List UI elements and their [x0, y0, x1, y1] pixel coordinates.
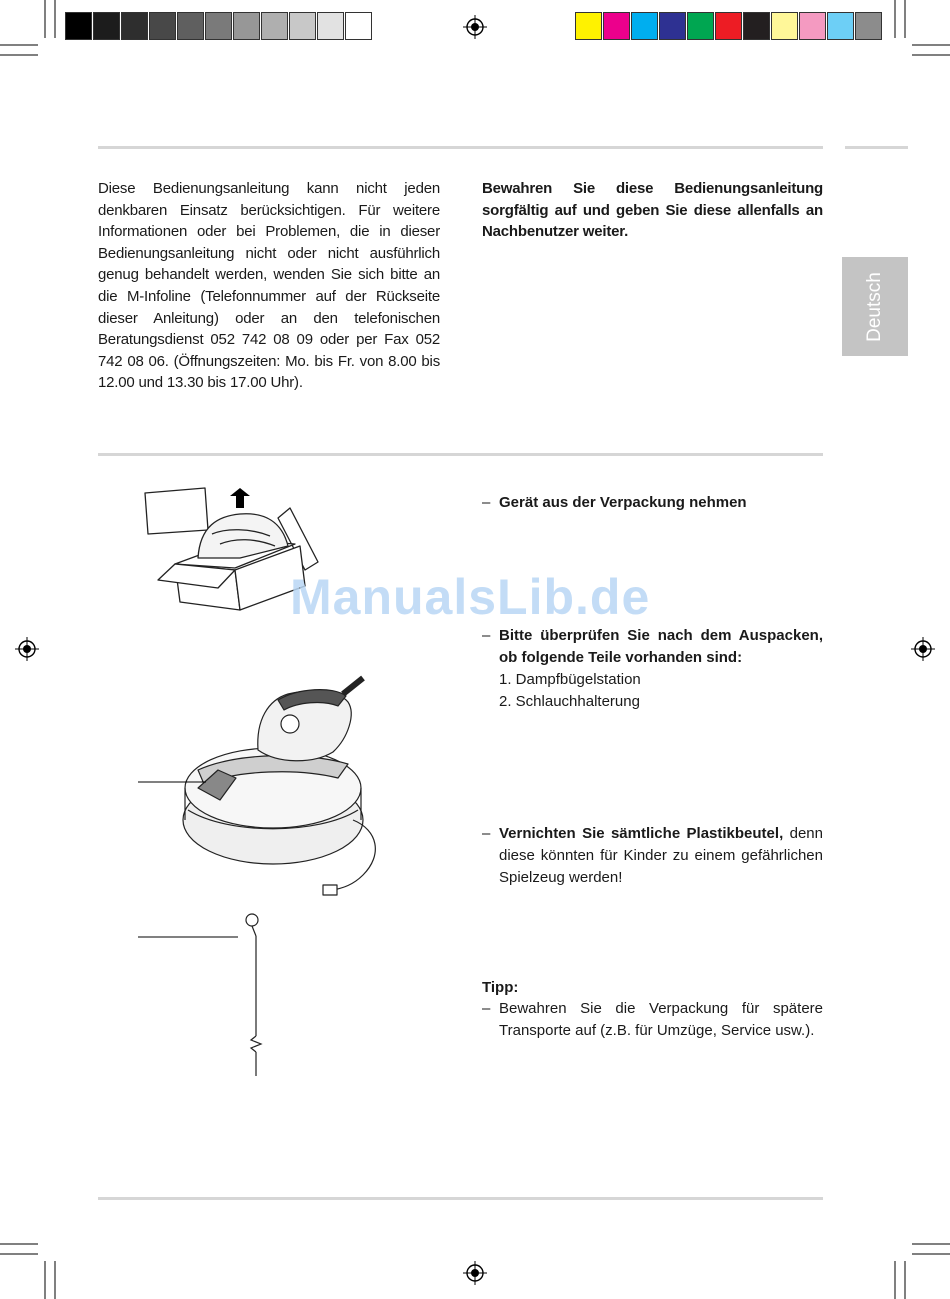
color-swatch	[121, 12, 148, 40]
step-unpack	[482, 492, 823, 514]
step-plastic-bags	[482, 823, 823, 889]
registration-mark-bottom	[463, 1261, 487, 1285]
color-swatch	[317, 12, 344, 40]
color-swatch	[575, 12, 602, 40]
color-swatch	[687, 12, 714, 40]
language-tab	[842, 257, 908, 356]
top-rule-margin	[845, 146, 908, 149]
color-swatch	[233, 12, 260, 40]
parts-list-item: 1. Dampfbügelstation	[499, 671, 641, 688]
registration-mark-top	[463, 15, 487, 39]
tip-dash: –	[482, 1000, 491, 1017]
intro-left-paragraph: Diese Bedienungsanleitung kann nicht jeden denkbaren Einsatz berücksichtigen. Für weitere Informationen oder bei Problemen, die in dieser Bedienungsanleitung nicht oder nicht ausführlich genug behandelt werden, wenden Sie sich bitte an die M-Infoline (Telefonnummer auf der Rückseite dieser Anleitung) oder an den telefonischen Beratungsdienst 052 742 08 09 oder per Fax 052 742 08 06. (Öffnungszeiten: Mo. bis Fr. von 8.00 bis 12.00 und 13.30 bis 17.00 Uhr).	[98, 180, 440, 392]
color-swatch	[205, 12, 232, 40]
language-tab-label: Deutsch	[864, 271, 885, 342]
step-plastic-bags-bold: Vernichten Sie sämtliche Plastikbeutel,	[499, 825, 784, 842]
color-swatch	[855, 12, 882, 40]
registration-mark-right	[911, 637, 935, 661]
color-swatch	[827, 12, 854, 40]
color-swatch	[715, 12, 742, 40]
color-swatch	[659, 12, 686, 40]
step-unpack-text: Gerät aus der Verpackung nehmen	[499, 494, 747, 511]
color-swatch	[743, 12, 770, 40]
parts-list-item: 2. Schlauchhalterung	[499, 693, 640, 710]
section-rule	[98, 453, 823, 456]
step-check-parts-text: Bitte überprüfen Sie nach dem Auspacken, ob folgende Teile vorhanden sind:	[499, 627, 823, 666]
color-swatch	[345, 12, 372, 40]
intro-right-paragraph: Bewahren Sie diese Bedienungsanleitung sorgfältig auf und geben Sie diese allenfalls an Nachbenutzer weiter.	[482, 180, 823, 241]
step-check-parts-dash: –	[482, 627, 491, 644]
step-unpack-dash: –	[482, 494, 491, 511]
color-swatch	[631, 12, 658, 40]
color-swatch	[289, 12, 316, 40]
step-plastic-bags-text: denn diese könnten für Kinder zu einem gefährlichen Spielzeug werden!	[499, 825, 823, 886]
steam-station-illustration	[138, 660, 398, 900]
color-swatch	[177, 12, 204, 40]
color-swatch	[65, 12, 92, 40]
color-swatch	[93, 12, 120, 40]
color-swatch	[799, 12, 826, 40]
bottom-rule	[98, 1197, 823, 1200]
color-swatch	[603, 12, 630, 40]
color-swatch	[261, 12, 288, 40]
tip-text: Bewahren Sie die Verpackung für spätere Transporte auf (z.B. für Umzüge, Service usw.).	[499, 1000, 823, 1039]
watermark: ManualsLib.de	[290, 569, 651, 625]
tip-item	[482, 998, 823, 1042]
registration-mark-left	[15, 637, 39, 661]
step-check-parts	[482, 625, 823, 713]
color-swatch	[149, 12, 176, 40]
step-plastic-bags-body	[482, 823, 823, 889]
top-rule	[98, 146, 823, 149]
color-swatch	[771, 12, 798, 40]
step-plastic-bags-dash: –	[482, 825, 491, 842]
tip-heading: Tipp:	[482, 979, 519, 996]
hose-holder-illustration	[138, 908, 278, 1078]
